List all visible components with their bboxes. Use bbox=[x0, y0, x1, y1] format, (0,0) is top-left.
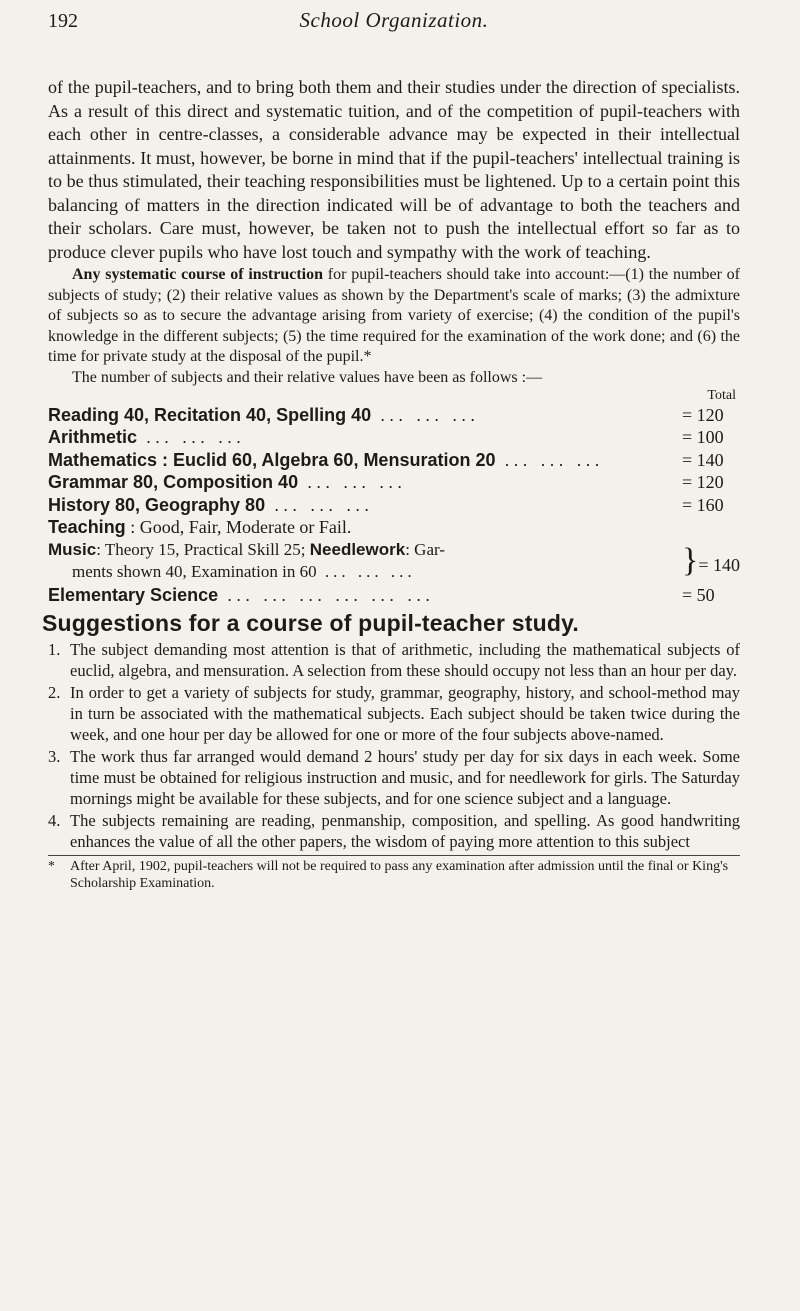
list-item bbox=[48, 746, 740, 809]
table-row: Elementary Science ... ... ... ... ... ... = 50 bbox=[48, 584, 740, 607]
teaching-label: Teaching bbox=[48, 517, 126, 537]
body-text bbox=[42, 76, 741, 892]
subject-total: = 120 bbox=[682, 472, 724, 492]
footnote-mark: * bbox=[48, 859, 55, 874]
page-number: 192 bbox=[48, 10, 78, 32]
running-head: School Organization. bbox=[299, 8, 489, 32]
subject-total: = 140 bbox=[682, 449, 724, 470]
list-item-text: The subject demanding most attention is that of arithmetic, including the mathematical subjects of euclid, algebra, and mensuration. A selection from these should occupy not less than an hour per day. bbox=[70, 640, 740, 680]
subject-total: = 100 bbox=[682, 427, 724, 447]
list-item-number: 1. bbox=[48, 640, 61, 659]
paragraph-2 bbox=[48, 265, 740, 368]
list-item bbox=[48, 810, 740, 852]
total-heading: Total bbox=[707, 387, 736, 403]
paragraph-1: of the pupil-teachers, and to bring both them and their studies under the direction of specialists. As a result of this direct and systematic tuition, and of the competition of pupil-teachers with each other in centre-classes, a considerable advance may be expected in their intellectual attainments. It must, however, be borne in mind that if the pupil-teachers' intellectual training is to be thus stimulated, their teaching responsibilities must be lightened. Up to a certain point this balancing of matters in the direction indicated will be of advantage to both the teachers and their scholars. Care must, however, be taken not to push the intellectual effort so far as to produce clever pupils who have lost touch and sympathy with the work of teaching. bbox=[48, 77, 740, 262]
table-row: Arithmetic ... ... ... = 100 bbox=[48, 426, 740, 449]
subject-label: Arithmetic bbox=[48, 427, 138, 447]
music-line-1: : Theory 15, Practical Skill 25; bbox=[96, 539, 310, 559]
music-total: = 140 bbox=[698, 555, 740, 575]
subject-label: Grammar 80, Composition 40 bbox=[48, 472, 299, 492]
music-line-2: ments shown 40, Examination in 60 bbox=[72, 562, 317, 581]
elementary-science-total: = 50 bbox=[682, 584, 715, 605]
subject-label: Reading 40, Recitation 40, Spelling 40 bbox=[48, 404, 372, 425]
music-line-1-end: : Gar- bbox=[405, 539, 445, 559]
list-item-text: The work thus far arranged would demand 2 hours' study per day for six days in each week. Some time must be obtained for religious instruction and music, and for needlework for girls. The Saturday mornings might be available for these subjects, and for one science subject and a language. bbox=[70, 747, 740, 808]
list-item-text: The subjects remaining are reading, penmanship, composition, and spelling. As good handwriting enhances the value of all the other papers, the wisdom of paying more attention to this subject bbox=[70, 811, 740, 851]
elementary-science-label: Elementary Science bbox=[48, 584, 219, 605]
list-item bbox=[48, 639, 740, 681]
list-item-number: 4. bbox=[48, 811, 61, 830]
footnote-text: After April, 1902, pupil-teachers will not be required to pass any examination after admission until the final or King's Scholarship Examination. bbox=[70, 859, 729, 891]
suggestions-list bbox=[48, 639, 740, 852]
subjects-intro: The number of subjects and their relative values have been as follows :— bbox=[72, 368, 543, 386]
subject-total: = 160 bbox=[682, 494, 724, 515]
list-item-text: In order to get a variety of subjects for study, grammar, geography, history, and school-method may in turn be associated with the mathematical subjects. Each subject should be taken twice during the week, and one hour per day be allowed for one or more of the four subjects above-named. bbox=[70, 683, 740, 744]
table-row bbox=[48, 516, 740, 539]
subject-label: Mathematics : Euclid 60, Algebra 60, Mensuration 20 bbox=[48, 449, 496, 470]
brace-mark: } bbox=[682, 542, 699, 579]
page-header bbox=[48, 6, 740, 38]
table-row: Music: Theory 15, Practical Skill 25; Needlework: Gar- ments shown 40, Examination in 60 ... ... ... }= 140 bbox=[48, 539, 740, 581]
list-item bbox=[48, 682, 740, 745]
table-row: Reading 40, Recitation 40, Spelling 40 ... ... ... = 120 bbox=[48, 404, 740, 427]
table-row: Mathematics : Euclid 60, Algebra 60, Mensuration 20 ... ... ... = 140 bbox=[48, 449, 740, 472]
paragraph-2-rest: for pupil-teachers should take into account:—(1) the number of subjects of study; (2) their relative values as shown by the Department's scale of marks; (3) the admixture of subjects so as to secure the advantage arising from variety of exercise; (4) the condition of the pupil's knowledge in the different subjects; (5) the time required for the examination of the work done; and (6) the time for private study at the disposal of the pupil.* bbox=[48, 266, 741, 365]
list-item-number: 3. bbox=[48, 747, 61, 766]
footnote-divider bbox=[48, 855, 740, 856]
list-item-number: 2. bbox=[48, 683, 61, 702]
teaching-text: : Good, Fair, Moderate or Fail. bbox=[125, 517, 352, 537]
table-row: History 80, Geography 80 ... ... ... = 160 bbox=[48, 494, 740, 517]
subject-total: = 120 bbox=[682, 404, 724, 425]
paragraph-2-lead: Any systematic course of instruction bbox=[72, 266, 324, 283]
footnote bbox=[48, 858, 740, 892]
subject-values-table bbox=[48, 404, 740, 607]
table-row: Grammar 80, Composition 40 ... ... ... = 120 bbox=[48, 471, 740, 494]
section-title: Suggestions for a course of pupil-teacher study. bbox=[42, 610, 579, 636]
music-label: Music bbox=[48, 539, 97, 559]
subject-label: History 80, Geography 80 bbox=[48, 494, 266, 515]
needlework-label: Needlework bbox=[309, 539, 406, 559]
